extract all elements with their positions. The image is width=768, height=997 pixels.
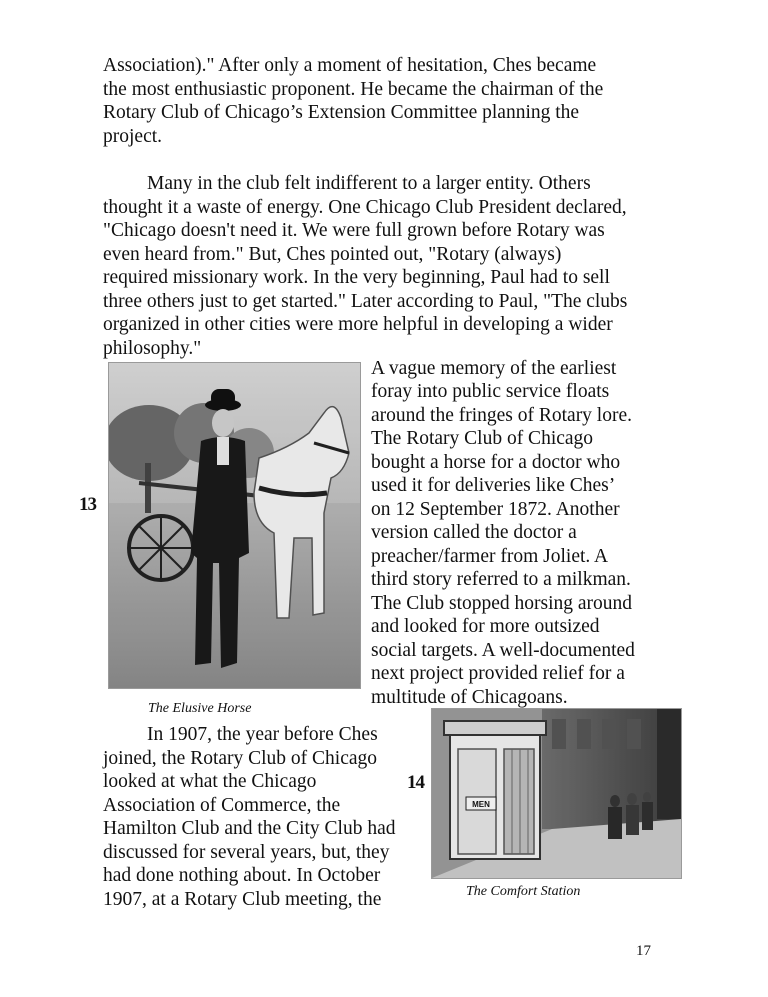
text-line: foray into public service floats [371,381,610,402]
text-line: and looked for more outsized [371,616,600,637]
comfort-station-photo [431,708,682,879]
text-line: used it for deliveries like Ches’ [371,475,616,496]
comfort-station-caption: The Comfort Station [466,884,581,899]
horse-photo [108,362,361,689]
horse-photo-caption: The Elusive Horse [148,701,252,716]
text-line: bought a horse for a doctor who [371,452,621,473]
text-line: organized in other cities were more helpful in developing a wider [103,314,613,335]
text-line: three others just to get started." Later according to Paul, "The clubs [103,291,628,312]
horse-photo-illustration [109,363,360,688]
text-line: preacher/farmer from Joliet. A [371,546,609,567]
text-line: next project provided relief for a [371,663,625,684]
text-line: Many in the club felt indifferent to a larger entity. Others [147,173,591,194]
text-line: 1907, at a Rotary Club meeting, the [103,889,382,910]
text-line: even heard from." But, Ches pointed out, "Rotary (always) [103,244,562,265]
text-line: discussed for several years, but, they [103,842,390,863]
text-line: Association of Commerce, the [103,795,341,816]
text-line: Rotary Club of Chicago’s Extension Committee planning the [103,102,580,123]
text-line: around the fringes of Rotary lore. [371,405,633,426]
text-line: thought it a waste of energy. One Chicago Club President declared, [103,197,627,218]
text-line: third story referred to a milkman. [371,569,631,590]
text-line: on 12 September 1872. Another [371,499,620,520]
figure-13-ref-number: 13 [79,494,96,515]
text-line: In 1907, the year before Ches [147,724,378,745]
text-line: "Chicago doesn't need it. We were full grown before Rotary was [103,220,605,241]
text-line: had done nothing about. In October [103,865,381,886]
men-sign: MEN [472,800,490,809]
text-line: joined, the Rotary Club of Chicago [103,748,378,769]
text-line: philosophy." [103,338,202,359]
page-number: 17 [636,943,651,959]
text-line: The Rotary Club of Chicago [371,428,594,449]
text-line: The Club stopped horsing around [371,593,633,614]
text-line: Hamilton Club and the City Club had [103,818,396,839]
text-line: social targets. A well-documented [371,640,635,661]
figure-14-ref-number: 14 [407,772,424,793]
text-line: Association)." After only a moment of hesitation, Ches became [103,55,597,76]
text-line: looked at what the Chicago [103,771,317,792]
text-line: A vague memory of the earliest [371,358,617,379]
text-line: project. [103,126,163,147]
text-line: required missionary work. In the very beginning, Paul had to sell [103,267,610,288]
comfort-station-photo-illustration [432,709,681,878]
text-line: version called the doctor a [371,522,577,543]
text-line: multitude of Chicagoans. [371,687,568,708]
text-line: the most enthusiastic proponent. He became the chairman of the [103,79,604,100]
